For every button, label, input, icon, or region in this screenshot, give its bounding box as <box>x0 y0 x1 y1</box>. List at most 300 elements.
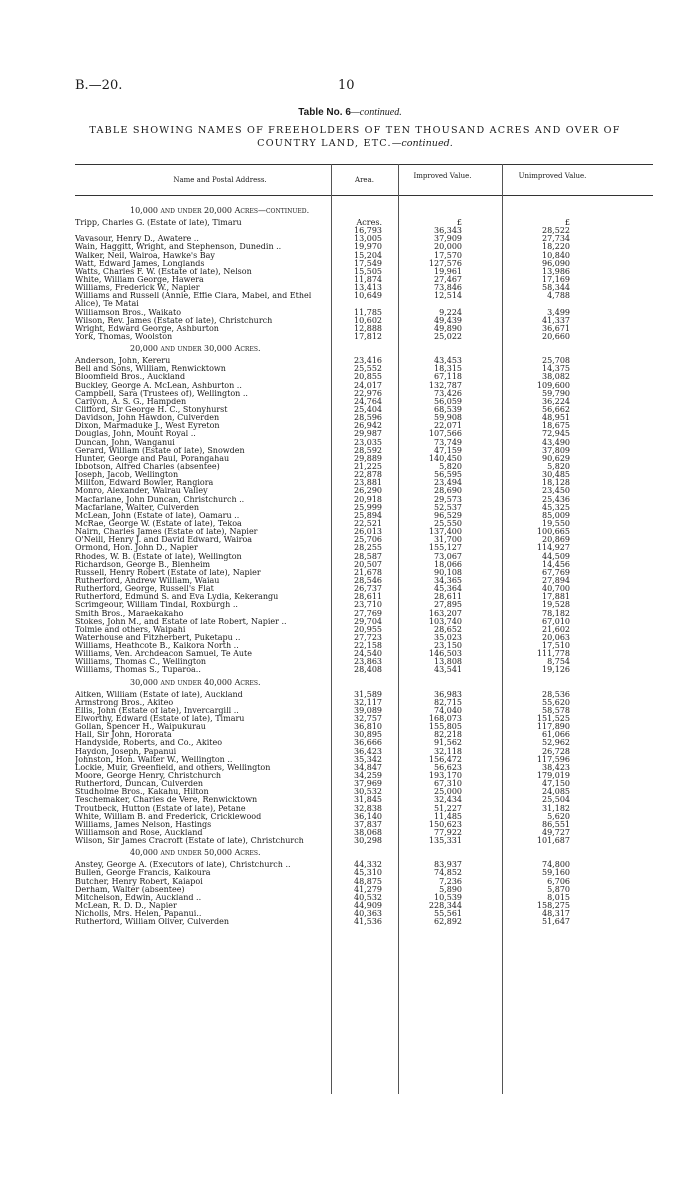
cell-area: 25,999 <box>354 502 382 512</box>
cell-name: Butcher, Henry Robert, Kaiapoi <box>75 877 203 886</box>
cell-name: Scrimgeour, William Tindal, Roxburgh .. <box>75 601 238 610</box>
cell-improved: 17,570 <box>434 250 462 260</box>
cell-improved: 9,224 <box>439 307 462 317</box>
cell-area: 29,889 <box>354 453 382 463</box>
cell-name: Gollan, Spencer H., Waipukurau <box>75 723 206 732</box>
cell-improved: 18,066 <box>434 559 462 569</box>
cell-improved: 35,023 <box>434 632 462 642</box>
cell-name: Macfarlane, Walter, Culverden <box>75 503 200 512</box>
cell-improved: 23,494 <box>434 478 462 488</box>
cell-unimproved: 55,620 <box>542 697 570 707</box>
cell-unimproved: 96,090 <box>542 258 570 268</box>
cell-area: 10,649 <box>354 291 382 301</box>
cell-improved: 67,118 <box>434 372 462 382</box>
cell-unimproved: 36,671 <box>542 323 570 333</box>
cell-unimproved: 19,126 <box>542 665 570 675</box>
cell-area: 12,888 <box>354 323 382 333</box>
cell-unimproved: 90,629 <box>542 453 570 463</box>
cell-name: Rutherford, Andrew William, Waiau <box>75 576 220 585</box>
cell-unimproved: 17,881 <box>542 592 570 602</box>
cell-area: 25,894 <box>354 510 382 520</box>
cell-improved: 73,426 <box>434 388 462 398</box>
cell-area: 26,737 <box>354 584 382 594</box>
cell-unimproved: 8,015 <box>547 892 570 902</box>
cell-improved: 56,623 <box>434 762 462 772</box>
cell-unimproved: 20,063 <box>542 632 570 642</box>
cell-name: McLean, John (Estate of late), Oamaru .. <box>75 511 240 520</box>
cell-area: 29,704 <box>354 616 382 626</box>
cell-unimproved: 100,665 <box>536 527 570 537</box>
cell-name: Teschemaker, Charles de Vere, Renwicktown <box>75 796 258 805</box>
cell-name: Ellis, John (Estate of late), Invercargill .. <box>75 706 239 715</box>
cell-name: Bullen, George Francis, Kaikoura <box>75 869 211 878</box>
cell-area: 26,942 <box>354 421 382 431</box>
cell-area: 11,874 <box>354 275 382 284</box>
cell-name: O'Neill, Henry J. and David Edward, Wairoa <box>75 536 253 545</box>
cell-improved: 28,690 <box>434 486 462 496</box>
cell-name: Waterhouse and Fitzherbert, Puketapu .. <box>75 633 241 642</box>
cell-name: Wilson, Rev. James (Estate of late), Christchurch <box>75 316 273 325</box>
cell-area: 24,764 <box>354 396 382 406</box>
column-header-unimproved: Unimproved Value. <box>518 172 587 180</box>
cell-name: Williams, Heathcote B., Kaikora North .. <box>75 642 239 651</box>
cell-unimproved: 158,275 <box>536 901 570 910</box>
cell-unimproved: 25,708 <box>542 356 570 366</box>
cell-area: 48,875 <box>354 876 382 886</box>
cell-name: Buckley, George A. McLean, Ashburton .. <box>75 381 242 390</box>
cell-name: Rhodes, W. B. (Estate of late), Wellington <box>75 552 242 561</box>
cell-unimproved: 38,423 <box>542 762 570 772</box>
cell-area: 39,089 <box>354 705 382 715</box>
cell-unimproved: 18,220 <box>542 242 570 252</box>
cell-improved: 5,890 <box>439 884 462 894</box>
page-number: 10 <box>338 78 355 93</box>
cell-name: Elworthy, Edward (Estate of late), Timaru <box>75 715 245 724</box>
cell-name: Williams and Russell (Annie, Effie Clara, Mabel, and Ethel Alice), Te Matai <box>75 292 312 309</box>
cell-name: Nicholls, Mrs. Helen, Papanui.. <box>75 910 202 919</box>
cell-unimproved: 59,160 <box>542 868 570 878</box>
cell-improved: 55,561 <box>434 909 462 919</box>
cell-unimproved: 67,769 <box>542 567 570 577</box>
cell-area: 40,363 <box>354 909 382 919</box>
freeholders-table <box>75 203 655 926</box>
cell-unimproved: 18,675 <box>542 421 570 431</box>
table-header <box>75 164 653 196</box>
cell-improved: 90,108 <box>434 567 462 577</box>
cell-improved: 25,550 <box>434 518 462 528</box>
cell-area: 32,757 <box>354 714 382 724</box>
cell-name: White, William George, Hawera <box>75 276 204 284</box>
cell-area: 27,769 <box>354 608 382 618</box>
cell-improved: 23,150 <box>434 641 462 651</box>
cell-unimproved: 6,706 <box>547 876 570 886</box>
cell-area: 17,549 <box>354 258 382 268</box>
cell-improved: 68,539 <box>434 404 462 414</box>
cell-improved: 56,595 <box>434 470 462 480</box>
cell-unimproved: 61,066 <box>542 730 570 740</box>
cell-improved: 103,740 <box>428 616 462 626</box>
cell-area: 28,255 <box>354 543 382 553</box>
cell-area: 13,005 <box>354 234 382 244</box>
cell-area: 21,678 <box>354 567 382 577</box>
cell-improved: 73,846 <box>434 283 462 293</box>
cell-unimproved: 24,085 <box>542 787 570 797</box>
cell-unimproved: 74,800 <box>542 860 570 870</box>
cell-area: 44,909 <box>354 901 382 910</box>
cell-unimproved: 30,485 <box>542 470 570 480</box>
cell-improved: 74,852 <box>434 868 462 878</box>
cell-improved: 25,000 <box>434 787 462 797</box>
cell-name: Williams, Frederick W., Napier <box>75 284 200 293</box>
cell-area: 40,532 <box>354 892 382 902</box>
report-reference: B.—20. <box>75 78 123 93</box>
cell-unimproved: 41,337 <box>542 315 570 325</box>
cell-improved: 49,439 <box>434 315 462 325</box>
cell-unimproved: 8,754 <box>547 657 570 667</box>
cell-improved: 11,485 <box>434 811 462 821</box>
cell-improved: 163,207 <box>428 608 462 618</box>
cell-unimproved: 31,182 <box>542 803 570 813</box>
cell-improved: 31,700 <box>434 535 462 545</box>
cell-improved: 51,227 <box>434 803 462 813</box>
cell-name: Ormond, Hon. John D., Napier <box>75 544 198 553</box>
cell-area: 23,710 <box>354 600 382 610</box>
cell-improved: 155,805 <box>428 722 462 732</box>
cell-improved: 45,364 <box>434 584 462 594</box>
cell-unimproved: 18,128 <box>542 478 570 488</box>
cell-name: Armstrong Bros., Akiteo <box>75 698 174 707</box>
cell-name: Anstey, George A. (Executors of late), Christchurch .. <box>75 861 291 870</box>
cell-name: Tripp, Charles G. (Estate of late), Timaru <box>75 219 242 227</box>
cell-unimproved: 19,550 <box>542 518 570 528</box>
cell-improved: 193,170 <box>428 771 462 781</box>
cell-improved: 5,820 <box>439 461 462 471</box>
cell-improved: 140,450 <box>428 453 462 463</box>
cell-improved: 22,071 <box>434 421 462 431</box>
column-header-improved: Improved Value. <box>413 172 472 180</box>
cell-area: 41,536 <box>354 917 382 927</box>
cell-improved: 107,566 <box>428 429 462 439</box>
cell-name: Hunter, George and Paul, Porangahau <box>75 454 230 463</box>
cell-unimproved: 86,551 <box>542 819 570 829</box>
cell-area: 11,785 <box>354 307 382 317</box>
cell-unimproved: 45,325 <box>542 502 570 512</box>
cell-area: 31,589 <box>354 689 382 699</box>
cell-unimproved: 3,499 <box>547 307 570 317</box>
cell-improved: 10,539 <box>434 892 462 902</box>
cell-unimproved: 151,525 <box>536 714 570 724</box>
cell-area: 37,969 <box>354 779 382 789</box>
cell-area: 36,423 <box>354 746 382 756</box>
cell-improved: 73,067 <box>434 551 462 561</box>
cell-area: 15,505 <box>354 266 382 276</box>
cell-improved: 146,503 <box>428 649 462 659</box>
cell-name: Aitken, William (Estate of late), Auckland <box>75 690 243 699</box>
cell-improved: 52,537 <box>434 502 462 512</box>
cell-name: Williams, James Nelson, Hastings <box>75 820 212 829</box>
cell-name: Russell, Henry Robert (Estate of late), Napier <box>75 568 261 577</box>
cell-area: 23,881 <box>354 478 382 488</box>
cell-unimproved: 58,344 <box>542 283 570 293</box>
cell-name: Anderson, John, Kereru <box>75 357 171 366</box>
cell-name: York, Thomas, Woolston <box>75 333 173 341</box>
cell-unimproved: 52,962 <box>542 738 570 748</box>
cell-area: 36,666 <box>354 738 382 748</box>
cell-improved: 37,909 <box>434 234 462 244</box>
cell-area: 44,332 <box>354 860 382 870</box>
table-row <box>75 837 655 845</box>
cell-unimproved: 21,602 <box>542 624 570 634</box>
cell-unimproved: 5,820 <box>547 461 570 471</box>
cell-area: 26,290 <box>354 486 382 496</box>
cell-improved: 77,922 <box>434 828 462 838</box>
cell-name: Moore, George Henry, Christchurch <box>75 772 222 781</box>
cell-area: 38,068 <box>354 828 382 838</box>
cell-name: Carlyon, A. S. G., Hampden <box>75 397 187 406</box>
cell-name: Richardson, George B., Blenheim <box>75 560 211 569</box>
cell-name: Bloomfield Bros., Auckland <box>75 373 186 382</box>
cell-improved: 73,749 <box>434 437 462 447</box>
cell-name: Clifford, Sir George H. C., Stonyhurst <box>75 405 228 414</box>
cell-area: 34,259 <box>354 771 382 781</box>
cell-unimproved: 38,082 <box>542 372 570 382</box>
cell-improved: £ 36,343 <box>434 218 462 236</box>
cell-area: 23,416 <box>354 356 382 366</box>
cell-improved: 96,529 <box>434 510 462 520</box>
cell-improved: 32,118 <box>434 746 462 756</box>
cell-improved: 127,576 <box>428 258 462 268</box>
cell-name: Rutherford, Edmund S. and Eva Lydia, Kekerangu <box>75 593 279 602</box>
cell-name: Stokes, John M., and Estate of late Robert, Napier .. <box>75 617 287 626</box>
cell-improved: 7,236 <box>439 876 462 886</box>
cell-name: Rutherford, William Oliver, Culverden <box>75 918 230 927</box>
cell-area: 15,204 <box>354 250 382 260</box>
cell-unimproved: 27,894 <box>542 575 570 585</box>
cell-name: Macfarlane, John Duncan, Christchurch .. <box>75 495 245 504</box>
cell-name: Dixon, Marmaduke J., West Eyreton <box>75 422 220 431</box>
cell-unimproved: 27,734 <box>542 234 570 244</box>
cell-unimproved: 13,986 <box>542 266 570 276</box>
column-header-area: Area. <box>355 176 374 184</box>
cell-area: 25,552 <box>354 364 382 374</box>
cell-unimproved: 25,436 <box>542 494 570 504</box>
cell-name: Watts, Charles F. W. (Estate of late), Nelson <box>75 267 252 276</box>
cell-name: White, William B. and Frederick, Cricklewood <box>75 812 262 821</box>
cell-area: 36,140 <box>354 811 382 821</box>
cell-name: Monro, Alexander, Wairau Valley <box>75 487 208 496</box>
cell-unimproved: 20,660 <box>542 332 570 341</box>
cell-unimproved: 26,728 <box>542 746 570 756</box>
cell-unimproved: 14,456 <box>542 559 570 569</box>
cell-name: Vavasour, Henry D., Awatere .. <box>75 235 199 244</box>
cell-area: Acres. 16,793 <box>354 218 382 236</box>
table-row <box>75 219 655 235</box>
cell-improved: 19,961 <box>434 266 462 276</box>
cell-area: 20,918 <box>354 494 382 504</box>
cell-improved: 20,000 <box>434 242 462 252</box>
cell-unimproved: 17,510 <box>542 641 570 651</box>
cell-name: Tolmie and others, Waipahi <box>75 625 186 634</box>
cell-improved: 135,331 <box>428 836 462 846</box>
cell-name: Williams, Ven. Archdeacon Samuel, Te Aute <box>75 650 252 659</box>
cell-area: 17,812 <box>354 332 382 341</box>
cell-name: Rutherford, George, Russell's Flat <box>75 585 214 594</box>
cell-name: Williamson Bros., Waikato <box>75 308 182 317</box>
cell-improved: 82,218 <box>434 730 462 740</box>
cell-name: McLean, R. D. D., Napier <box>75 902 177 910</box>
cell-unimproved: 51,647 <box>542 917 570 927</box>
cell-unimproved: 111,778 <box>536 649 570 659</box>
cell-name: Derham, Walter (absentee) <box>75 885 185 894</box>
cell-area: 20,855 <box>354 372 382 382</box>
cell-area: 29,987 <box>354 429 382 439</box>
cell-area: 28,546 <box>354 575 382 585</box>
cell-unimproved: 85,009 <box>542 510 570 520</box>
column-header-name: Name and Postal Address. <box>173 176 267 184</box>
cell-area: 30,298 <box>354 836 382 846</box>
cell-improved: 91,562 <box>434 738 462 748</box>
cell-improved: 56,059 <box>434 396 462 406</box>
cell-area: 30,532 <box>354 787 382 797</box>
cell-improved: 168,073 <box>428 714 462 724</box>
cell-name: Walker, Neil, Wairoa, Hawke's Bay <box>75 251 215 260</box>
cell-area: 36,810 <box>354 722 382 732</box>
cell-improved: 29,573 <box>434 494 462 504</box>
cell-area: 22,158 <box>354 641 382 651</box>
cell-name: Williams, Thomas C., Wellington <box>75 658 207 667</box>
cell-unimproved: 56,662 <box>542 404 570 414</box>
cell-improved: 83,937 <box>434 860 462 870</box>
cell-area: 28,611 <box>354 592 382 602</box>
cell-unimproved: 36,224 <box>542 396 570 406</box>
cell-unimproved: 114,927 <box>536 543 570 553</box>
cell-improved: 59,908 <box>434 413 462 423</box>
cell-unimproved: 59,790 <box>542 388 570 398</box>
cell-unimproved: 72,945 <box>542 429 570 439</box>
cell-area: 37,837 <box>354 819 382 829</box>
cell-area: 22,976 <box>354 388 382 398</box>
section-heading: 40,000 and under 50,000 Acres. <box>130 848 261 858</box>
cell-unimproved: 10,840 <box>542 250 570 260</box>
cell-improved: 18,315 <box>434 364 462 374</box>
cell-name: Bell and Sons, William, Renwicktown <box>75 365 226 374</box>
cell-name: Douglas, John, Mount Royal .. <box>75 430 196 439</box>
cell-unimproved: 179,019 <box>536 771 570 781</box>
cell-name: Williamson and Rose, Auckland <box>75 829 203 838</box>
cell-improved: 36,983 <box>434 689 462 699</box>
cell-name: Davidson, John Hawdon, Culverden <box>75 414 220 423</box>
cell-name: Handyside, Roberts, and Co., Akiteo <box>75 739 223 748</box>
cell-unimproved: 17,169 <box>542 275 570 284</box>
table-heading: TABLE SHOWING NAMES OF FREEHOLDERS OF TEN THOUSAND ACRES AND OVER OF COUNTRY LAND, ETC.—continued. <box>89 125 621 149</box>
cell-name: Nairn, Charles James (Estate of late), Napier <box>75 528 258 537</box>
cell-name: Smith Bros., Maraekakaho <box>75 609 184 618</box>
cell-unimproved: 58,578 <box>542 705 570 715</box>
cell-unimproved: 28,536 <box>542 689 570 699</box>
cell-improved: 27,895 <box>434 600 462 610</box>
cell-name: Hall, Sir John, Hororata <box>75 731 172 740</box>
cell-area: 23,863 <box>354 657 382 667</box>
cell-unimproved: 20,869 <box>542 535 570 545</box>
cell-improved: 62,892 <box>434 917 462 927</box>
cell-improved: 155,127 <box>428 543 462 553</box>
cell-area: 24,540 <box>354 649 382 659</box>
cell-unimproved: 4,788 <box>547 291 570 301</box>
cell-improved: 43,453 <box>434 356 462 366</box>
cell-name: Gerard, William (Estate of late), Snowden <box>75 446 245 455</box>
cell-area: 32,117 <box>354 697 382 707</box>
table-row <box>75 292 655 308</box>
cell-name: Ibbotson, Alfred Charles (absentee) <box>75 462 220 471</box>
cell-name: Millton, Edward Bowler, Rangiora <box>75 479 214 488</box>
cell-unimproved: 49,727 <box>542 828 570 838</box>
cell-unimproved: 101,687 <box>536 836 570 846</box>
cell-unimproved: 23,450 <box>542 486 570 496</box>
cell-name: Studholme Bros., Kakahu, Hilton <box>75 788 209 797</box>
cell-improved: 228,344 <box>428 901 462 910</box>
cell-improved: 32,434 <box>434 795 462 805</box>
cell-name: Joseph, Jacob, Wellington <box>75 471 179 480</box>
cell-improved: 13,808 <box>434 657 462 667</box>
cell-unimproved: 78,182 <box>542 608 570 618</box>
cell-area: 35,342 <box>354 754 382 764</box>
cell-name: Haydon, Joseph, Papanui <box>75 747 177 756</box>
section-heading: 30,000 and under 40,000 Acres. <box>130 677 261 687</box>
cell-unimproved: 44,509 <box>542 551 570 561</box>
cell-area: 24,017 <box>354 380 382 390</box>
section-heading: 20,000 and under 30,000 Acres. <box>130 344 261 354</box>
cell-name: Campbell, Sara (Trustees of), Wellington .. <box>75 389 248 398</box>
cell-unimproved: 117,890 <box>536 722 570 732</box>
cell-improved: 28,611 <box>434 592 462 602</box>
cell-name: Duncan, John, Wanganui <box>75 438 175 447</box>
cell-area: 31,845 <box>354 795 382 805</box>
cell-area: 10,602 <box>354 315 382 325</box>
cell-unimproved: 117,596 <box>536 754 570 764</box>
cell-name: Watt, Edward James, Longlands <box>75 259 205 268</box>
cell-improved: 132,787 <box>428 380 462 390</box>
cell-area: 26,013 <box>354 527 382 537</box>
cell-unimproved: 43,490 <box>542 437 570 447</box>
cell-unimproved: 48,951 <box>542 413 570 423</box>
cell-name: Wilson, Sir James Cracroft (Estate of late), Christchurch <box>75 837 304 846</box>
cell-improved: 137,400 <box>428 527 462 537</box>
table-row <box>75 666 655 674</box>
cell-unimproved: 47,150 <box>542 779 570 789</box>
cell-unimproved: 48,317 <box>542 909 570 919</box>
cell-name: Wain, Haggitt, Wright, and Stephenson, Dunedin .. <box>75 243 282 252</box>
cell-unimproved: 109,600 <box>536 380 570 390</box>
cell-improved: 67,310 <box>434 779 462 789</box>
cell-name: Rutherford, Duncan, Culverden <box>75 780 204 789</box>
cell-area: 34,847 <box>354 762 382 772</box>
cell-improved: 156,472 <box>428 754 462 764</box>
cell-improved: 47,159 <box>434 445 462 455</box>
cell-area: 19,970 <box>354 242 382 252</box>
cell-name: Wright, Edward George, Ashburton <box>75 324 219 333</box>
cell-area: 13,413 <box>354 283 382 293</box>
cell-area: 30,895 <box>354 730 382 740</box>
cell-improved: 150,623 <box>428 819 462 829</box>
cell-name: Troutbeck, Hutton (Estate of late), Petane <box>75 804 246 813</box>
cell-improved: 34,365 <box>434 575 462 585</box>
cell-area: 23,035 <box>354 437 382 447</box>
cell-unimproved: 25,504 <box>542 795 570 805</box>
cell-area: 28,592 <box>354 445 382 455</box>
cell-unimproved: 40,700 <box>542 584 570 594</box>
cell-area: 20,507 <box>354 559 382 569</box>
cell-area: 25,404 <box>354 404 382 414</box>
